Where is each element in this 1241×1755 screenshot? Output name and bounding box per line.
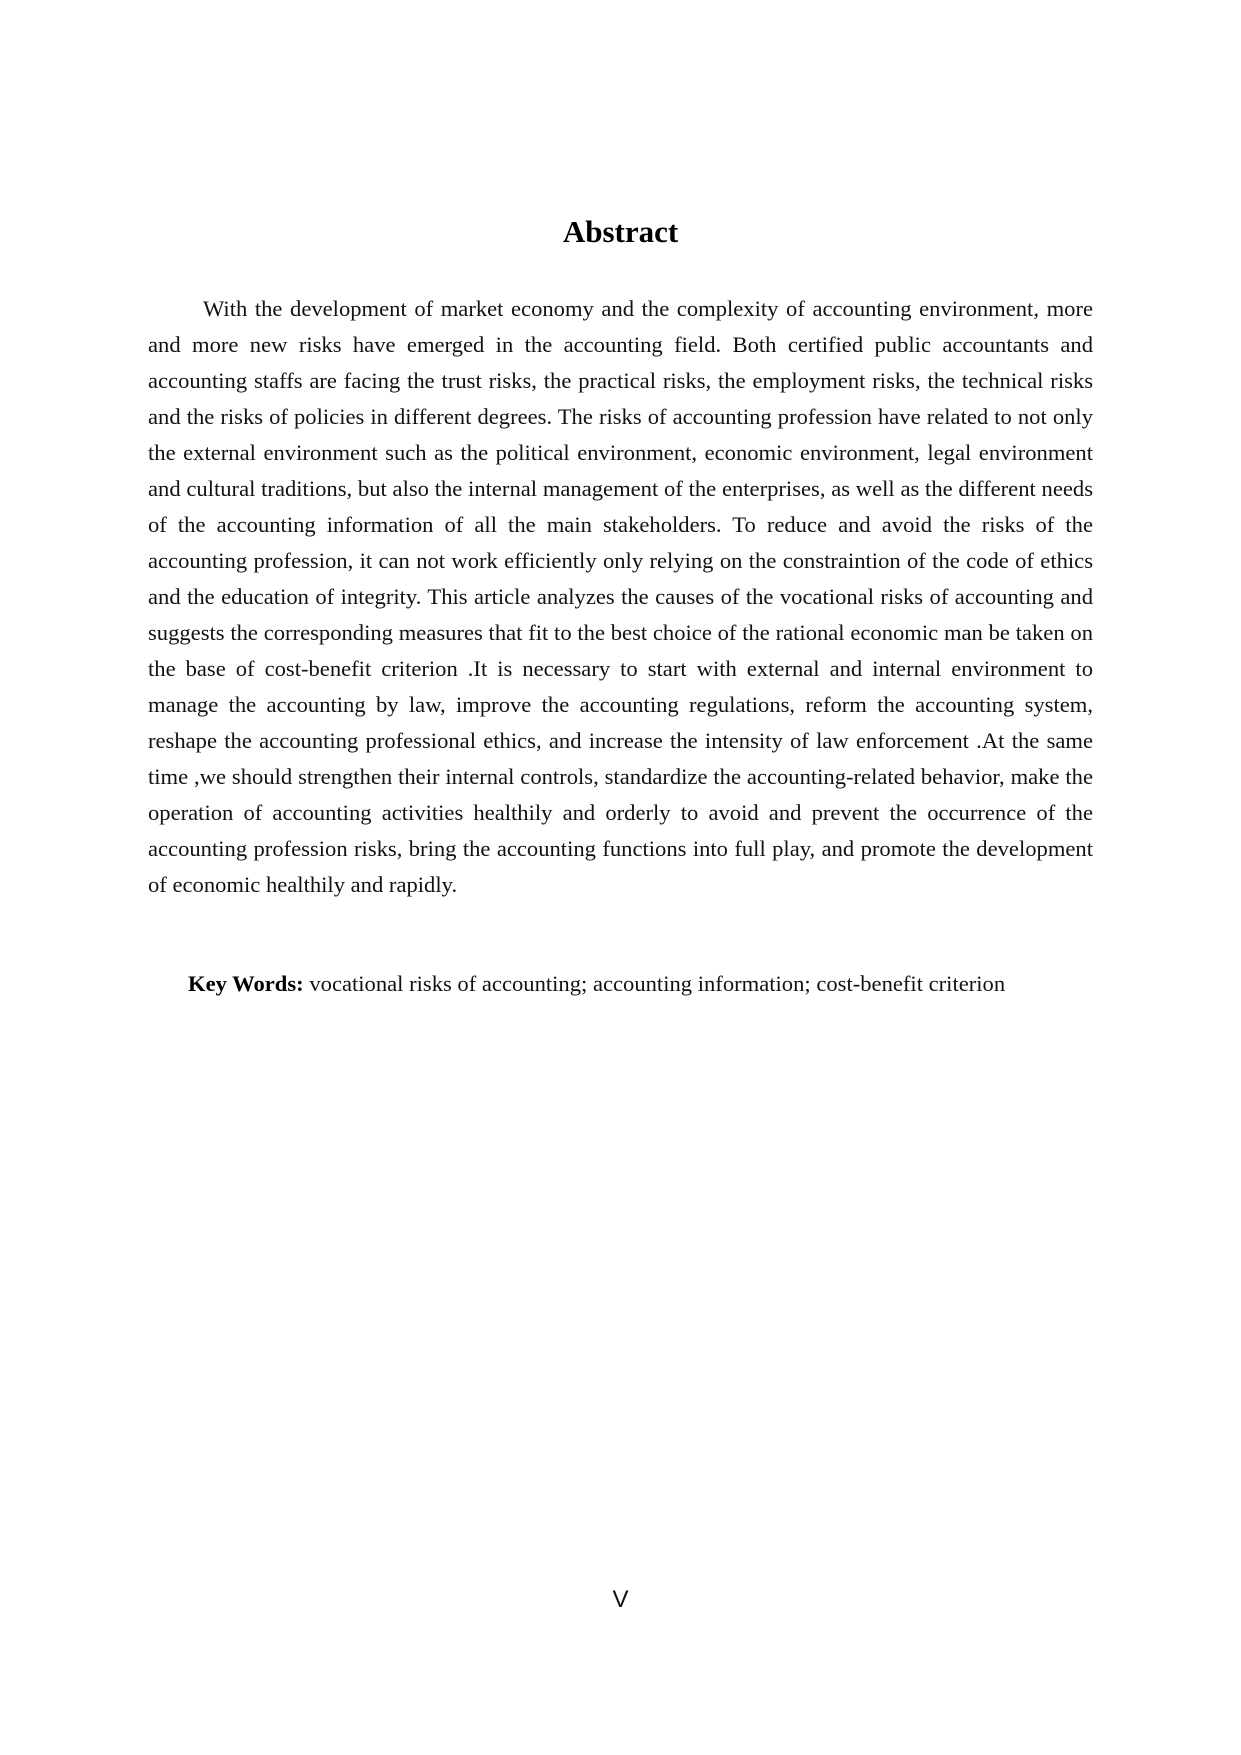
abstract-title: Abstract (562, 214, 679, 249)
abstract-paragraph: With the development of market economy and the complexity of accounting environment, more and more new risks have emerged in the accounting field. Both certified public accountants and accounting staffs are facing the trust risks, the practical risks, the employment risks, the technical risks and the risks of policies in different degrees. The risks of accounting profession have related to not only the external environment such as the political environment, economic environment, legal environment and cultural traditions, but also the internal management of the enterprises, as well as the different needs of the accounting information of all the main stakeholders. To reduce and avoid the risks of the accounting profession, it can not work efficiently only relying on the constraintion of the code of ethics and the education of integrity. This article analyzes the causes of the vocational risks of accounting and suggests the corresponding measures that fit to the best choice of the rational economic man be taken on the base of cost-benefit criterion .It is necessary to start with external and internal environment to manage the accounting by law, improve the accounting regulations, reform the accounting system, reshape the accounting professional ethics, and increase the intensity of law enforcement .At the same time ,we should strengthen their internal controls, standardize the accounting-related behavior, make the operation of accounting activities healthily and orderly to avoid and prevent the occurrence of the accounting profession risks, bring the accounting functions into full play, and promote the development of economic healthily and rapidly. (148, 296, 1093, 897)
page-number: V (612, 1586, 629, 1613)
keywords-label: Key Words: (188, 971, 304, 996)
keywords-line (188, 966, 1108, 1002)
keywords-text: vocational risks of accounting; accounting information; cost-benefit criterion (303, 971, 1006, 996)
